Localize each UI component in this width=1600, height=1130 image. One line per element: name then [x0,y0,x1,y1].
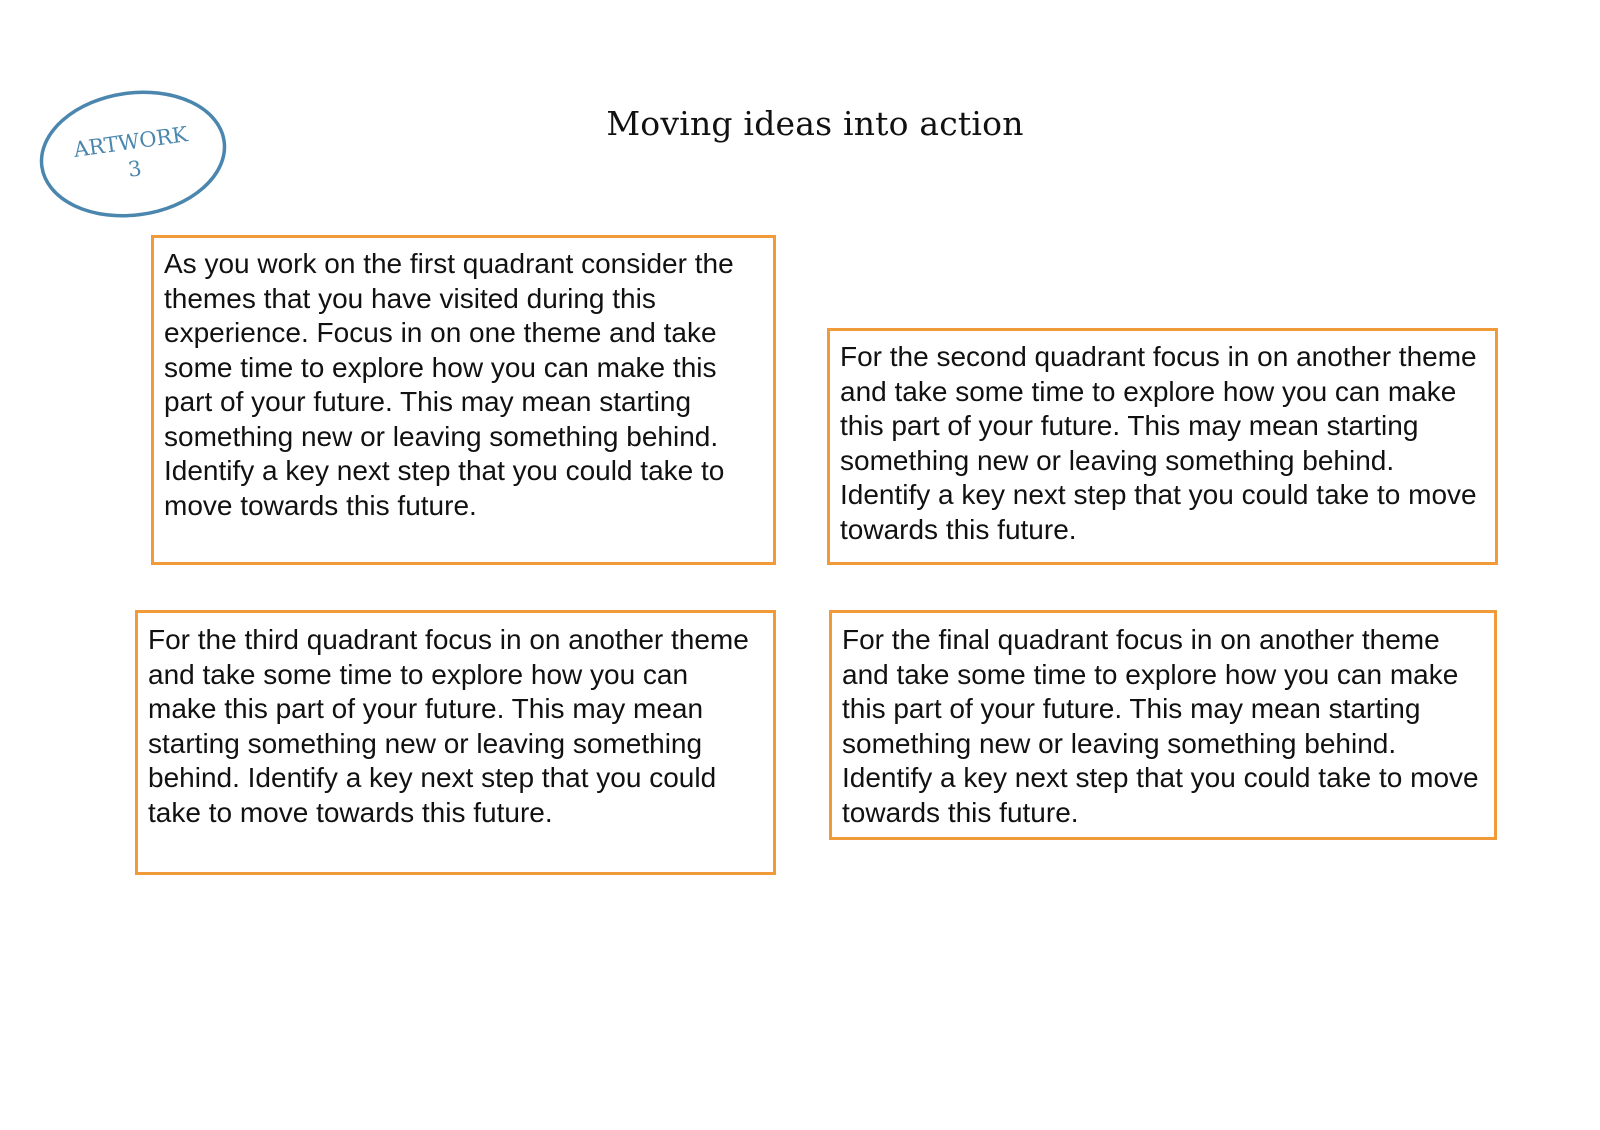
quadrant-2-box [827,328,1498,565]
quadrant-4-text: For the final quadrant focus in on another theme and take some time to explore how you can make this part of your future. This may mean starting something new or leaving something behind. Identify a key next step that you could take to move towards this future. [842,624,1479,828]
quadrant-4-box [829,610,1497,840]
stamp-line-2: 3 [126,156,144,182]
page-title: Moving ideas into action [606,104,1024,143]
quadrant-3-box [135,610,776,875]
quadrant-1-text: As you work on the first quadrant consider the themes that you have visited during this experience. Focus in on one theme and take some time to explore how you can make this part of your future. This may mean starting something new or leaving something behind. Identify a key next step that you could take to move towards this future. [164,248,734,521]
quadrant-3-text: For the third quadrant focus in on another theme and take some time to explore how you can make this part of your future. This may mean starting something new or leaving something behind. Identify a key next step that you could take to move towards this future. [148,624,749,828]
quadrant-1-box [151,235,776,565]
quadrant-2-text: For the second quadrant focus in on another theme and take some time to explore how you can make this part of your future. This may mean starting something new or leaving something behind. Identify a key next step that you could take to move towards this future. [840,341,1477,545]
stamp-line-1: ARTWORK [72,122,190,162]
